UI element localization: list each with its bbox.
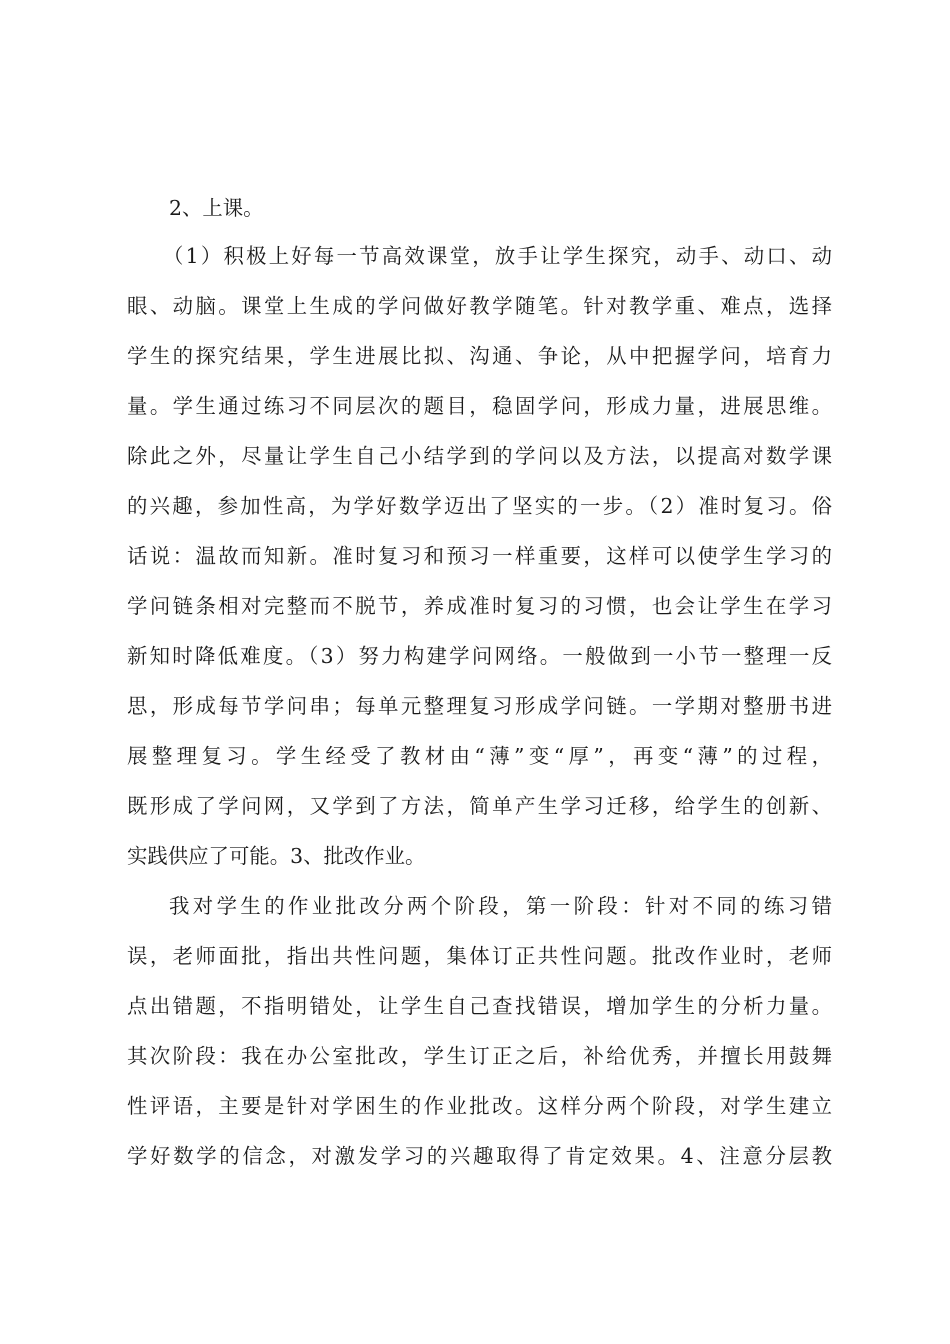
paragraph-line: 学问链条相对完整而不脱节，养成准时复习的习惯，也会让学生在学习 [127, 594, 832, 618]
paragraph-line: 既形成了学问网，又学到了方法，简单产生学习迁移，给学生的创新、 [127, 794, 832, 818]
paragraph-line: 点出错题，不指明错处，让学生自己查找错误，增加学生的分析力量。 [127, 994, 832, 1018]
paragraph-line: 误，老师面批，指出共性问题，集体订正共性问题。批改作业时，老师 [127, 944, 832, 968]
paragraph-line: 新知时降低难度。（3）努力构建学问网络。一般做到一小节一整理一反 [127, 644, 832, 668]
paragraph-line: 我对学生的作业批改分两个阶段，第一阶段：针对不同的练习错 [169, 894, 832, 918]
paragraph-line: 除此之外，尽量让学生自己小结学到的学问以及方法，以提高对数学课 [127, 444, 832, 468]
paragraph-line: 话说：温故而知新。准时复习和预习一样重要，这样可以使学生学习的 [127, 544, 832, 568]
paragraph-line: 量。学生通过练习不同层次的题目，稳固学问，形成力量，进展思维。 [127, 394, 832, 418]
paragraph-line: 实践供应了可能。3、批改作业。 [127, 844, 426, 868]
paragraph-line: 眼、动脑。课堂上生成的学问做好教学随笔。针对教学重、难点，选择 [127, 294, 832, 318]
paragraph-line: 学好数学的信念，对激发学习的兴趣取得了肯定效果。4、注意分层教 [127, 1144, 832, 1168]
section-heading-class: 2、上课。 [169, 196, 264, 220]
paragraph-line: 性评语，主要是针对学困生的作业批改。这样分两个阶段，对学生建立 [127, 1094, 832, 1118]
paragraph-line: （1）积极上好每一节高效课堂，放手让学生探究，动手、动口、动 [163, 244, 832, 268]
paragraph-line: 学生的探究结果，学生进展比拟、沟通、争论，从中把握学问，培育力 [127, 344, 832, 368]
paragraph-line: 的兴趣，参加性高，为学好数学迈出了坚实的一步。（2）准时复习。俗 [127, 494, 832, 518]
paragraph-line: 思，形成每节学问串；每单元整理复习形成学问链。一学期对整册书进 [127, 694, 832, 718]
paragraph-line: 其次阶段：我在办公室批改，学生订正之后，补给优秀，并擅长用鼓舞 [127, 1044, 832, 1068]
paragraph-line: 展整理复习。学生经受了教材由“薄”变“厚”，再变“薄”的过程， [127, 744, 832, 768]
